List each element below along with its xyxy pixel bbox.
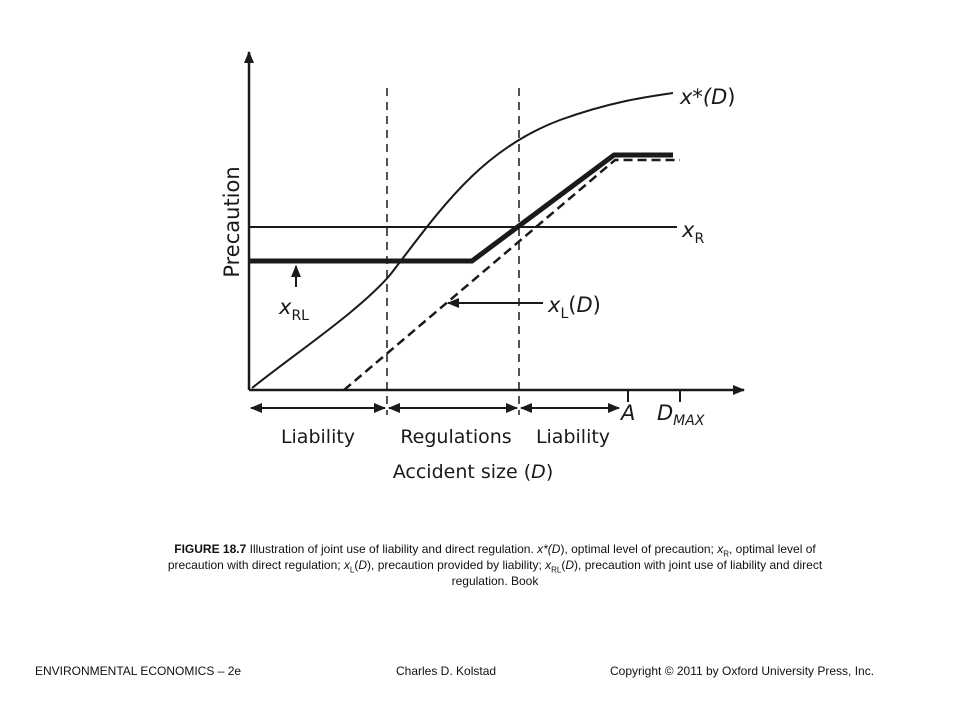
footer-copyright: Copyright © 2011 by Oxford University Press, Inc. [610,664,875,678]
region-label-liability-2: Liability [535,426,611,448]
y-axis-label: Precaution [220,166,244,278]
footer-book-title: ENVIRONMENTAL ECONOMICS – 2e [35,664,242,678]
x-star-curve [252,93,673,388]
xRL-label: $x_{RL}$ [279,295,309,324]
xRL-thick-line [249,155,673,261]
xL-dashed-line [344,160,680,390]
xR-label: $x_R$ [682,218,705,247]
figure-number: FIGURE 18.7 [174,542,247,556]
xL-label: $x_L(D)$ [548,293,601,322]
region-label-liability-1: Liability [280,426,356,448]
tick-label-DMAX: $D_{MAX}$ [657,401,705,429]
x-axis-label: Accident size (D) [392,461,554,483]
x-star-label: x*(D) [680,85,736,109]
tick-label-A: A [621,401,636,425]
figure-caption: FIGURE 18.7 Illustration of joint use of liability and direct regulation. x*(D), optimal level of precaution; $x_R$, optimal level of precaution with direct regulation; $x_L(D)$, precaution provided by liability; $x_{RL}(D)$, precaution with joint use of liability and direct regulation. Book [167,542,823,588]
footer-author: Charles D. Kolstad [396,664,497,678]
region-label-regulations: Regulations [400,426,512,448]
